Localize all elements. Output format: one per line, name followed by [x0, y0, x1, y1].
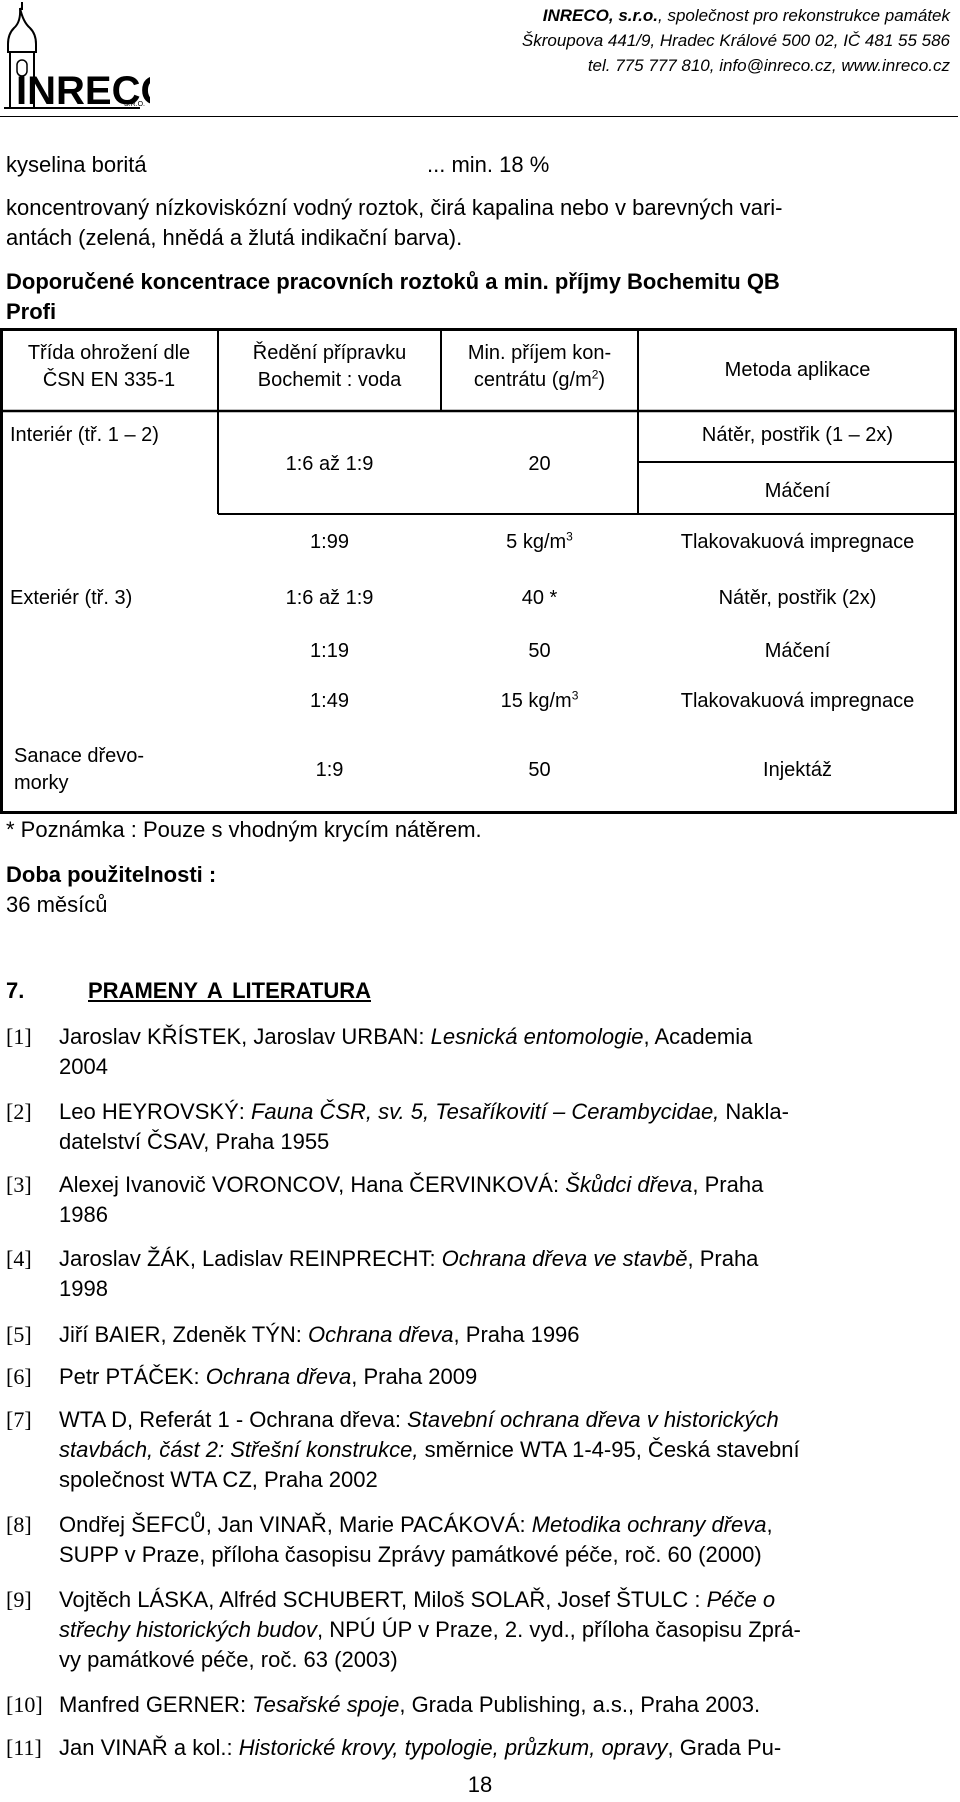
- interior-method-2: Tlakovakuová impregnace: [680, 531, 915, 553]
- interior-method-1a: Nátěr, postřik (1 – 2x): [701, 424, 894, 446]
- page-number: 18: [467, 1772, 493, 1797]
- exterior-ratio-1: 1:6 až 1:9: [285, 587, 374, 609]
- exterior-label: Exteriér (tř. 3): [10, 587, 133, 609]
- interior-method-1b: Máčení: [764, 480, 831, 502]
- reference-number: [8]: [6, 1512, 32, 1537]
- section-title: PRAMENY A LITERATURA: [88, 978, 371, 1003]
- boric-acid-name: kyselina boritá: [6, 152, 147, 177]
- reference-text: Manfred GERNER: Tesařské spoje, Grada Publishing, a.s., Praha 2003.: [59, 1692, 761, 1717]
- reference-text: Jaroslav ŽÁK, Ladislav REINPRECHT: Ochrana dřeva ve stavbě, Praha 1998: [59, 1246, 759, 1301]
- reference-text: Ondřej ŠEFCŮ, Jan VINAŘ, Marie PACÁKOVÁ: Metodika ochrany dřeva, SUPP v Praze, příloha časopisu Zprávy památkové péče, roč. 60 (2000): [59, 1512, 773, 1567]
- header-class: Třída ohrožení dle ČSN EN 335-1: [27, 342, 191, 391]
- sanace-label: Sanace dřevo- morky: [14, 745, 145, 794]
- company-name: INRECO, s.r.o.: [542, 6, 659, 25]
- reference-text: Petr PTÁČEK: Ochrana dřeva, Praha 2009: [59, 1364, 478, 1389]
- reference-number: [5]: [6, 1322, 32, 1347]
- exterior-method-2: Máčení: [764, 640, 831, 662]
- reference-number: [9]: [6, 1587, 32, 1612]
- section-number: 7.: [6, 978, 25, 1003]
- table-note: * Poznámka : Pouze s vhodným krycím nátěrem.: [6, 817, 482, 842]
- company-logo: [0, 0, 150, 115]
- shelf-life-title: Doba použitelnosti :: [6, 862, 217, 887]
- sanace-method: Injektáž: [763, 759, 832, 781]
- exterior-method-1: Nátěr, postřik (2x): [718, 587, 877, 609]
- header-contact: tel. 775 777 810, info@inreco.cz, www.inreco.cz: [587, 56, 950, 75]
- reference-number: [11]: [6, 1735, 42, 1760]
- header-method: Metoda aplikace: [724, 359, 871, 381]
- reference-text: Leo HEYROVSKÝ: Fauna ČSR, sv. 5, Tesaříkovití – Cerambycidae, Nakla- datelství ČSAV, Praha 1955: [59, 1099, 789, 1154]
- sanace-ratio: 1:9: [315, 759, 344, 781]
- sanace-intake: 50: [528, 759, 551, 781]
- exterior-intake-2: 50: [528, 640, 551, 662]
- logo-suffix: S.R.O.: [124, 101, 146, 108]
- exterior-method-3: Tlakovakuová impregnace: [680, 690, 915, 712]
- description-line-1: koncentrovaný nízkoviskózní vodný roztok, čirá kapalina nebo v barevných vari-: [6, 195, 783, 220]
- interior-intake-2: 5 $kg/m^3$: [506, 529, 573, 553]
- interior-label: Interiér (tř. 1 – 2): [10, 424, 159, 446]
- reference-number: [7]: [6, 1407, 32, 1432]
- company-description: , společnost pro rekonstrukce památek: [658, 6, 950, 25]
- description-line-2: antách (zelená, hnědá a žlutá indikační barva).: [6, 225, 463, 250]
- header-company-line: [470, 4, 950, 28]
- concentration-heading-2: Profi: [6, 299, 57, 324]
- interior-ratio-2: 1:99: [310, 531, 349, 553]
- interior-ratio-1: 1:6 až 1:9: [285, 453, 374, 475]
- header-intake: Min. příjem kon- centrátu $(g/m^2)$: [467, 342, 612, 391]
- reference-number: [4]: [6, 1246, 32, 1271]
- reference-text: Jiří BAIER, Zdeněk TÝN: Ochrana dřeva, Praha 1996: [59, 1322, 580, 1347]
- header-divider: [0, 116, 958, 117]
- reference-text: Jaroslav KŘÍSTEK, Jaroslav URBAN: Lesnická entomologie, Academia 2004: [59, 1024, 753, 1079]
- reference-text: Alexej Ivanovič VORONCOV, Hana ČERVINKOVÁ: Škůdci dřeva, Praha 1986: [59, 1172, 764, 1227]
- reference-text: Jan VINAŘ a kol.: Historické krovy, typologie, průzkum, opravy, Grada Pu-: [59, 1735, 782, 1760]
- reference-number: [6]: [6, 1364, 32, 1389]
- boric-acid-value: ... min. 18 %: [427, 152, 550, 177]
- reference-number: [1]: [6, 1024, 32, 1049]
- reference-number: [10]: [6, 1692, 43, 1717]
- concentration-heading-1: Doporučené koncentrace pracovních roztoků a min. příjmy Bochemitu QB: [6, 269, 780, 294]
- table-grid: [0, 328, 957, 814]
- header-dilution: Ředění přípravku Bochemit : voda: [252, 342, 407, 391]
- header-address: Škroupova 441/9, Hradec Králové 500 02, IČ 481 55 586: [521, 31, 950, 50]
- reference-text: Vojtěch LÁSKA, Alfréd SCHUBERT, Miloš SOLAŘ, Josef ŠTULC : Péče o střechy historických budov, NPÚ ÚP v Praze, 2. vyd., příloha časopisu Zprá- vy památkové péče, roč. 63 (2003): [59, 1587, 801, 1672]
- concentration-table: [0, 328, 957, 814]
- reference-number: [3]: [6, 1172, 32, 1197]
- shelf-life-value: 36 měsíců: [6, 892, 108, 917]
- interior-intake-1: 20: [528, 453, 551, 475]
- reference-text: WTA D, Referát 1 - Ochrana dřeva: Stavební ochrana dřeva v historických stavbách, část 2: Střešní konstrukce, směrnice WTA 1-4-95, Česká stavební společnost WTA CZ, Praha 2002: [59, 1407, 800, 1492]
- exterior-ratio-2: 1:19: [310, 640, 349, 662]
- exterior-intake-3: 15 $kg/m^3$: [500, 688, 579, 712]
- reference-number: [2]: [6, 1099, 32, 1124]
- exterior-intake-1: 40 *: [521, 587, 558, 609]
- exterior-ratio-3: 1:49: [310, 690, 349, 712]
- logo-text: INREC: [16, 69, 141, 113]
